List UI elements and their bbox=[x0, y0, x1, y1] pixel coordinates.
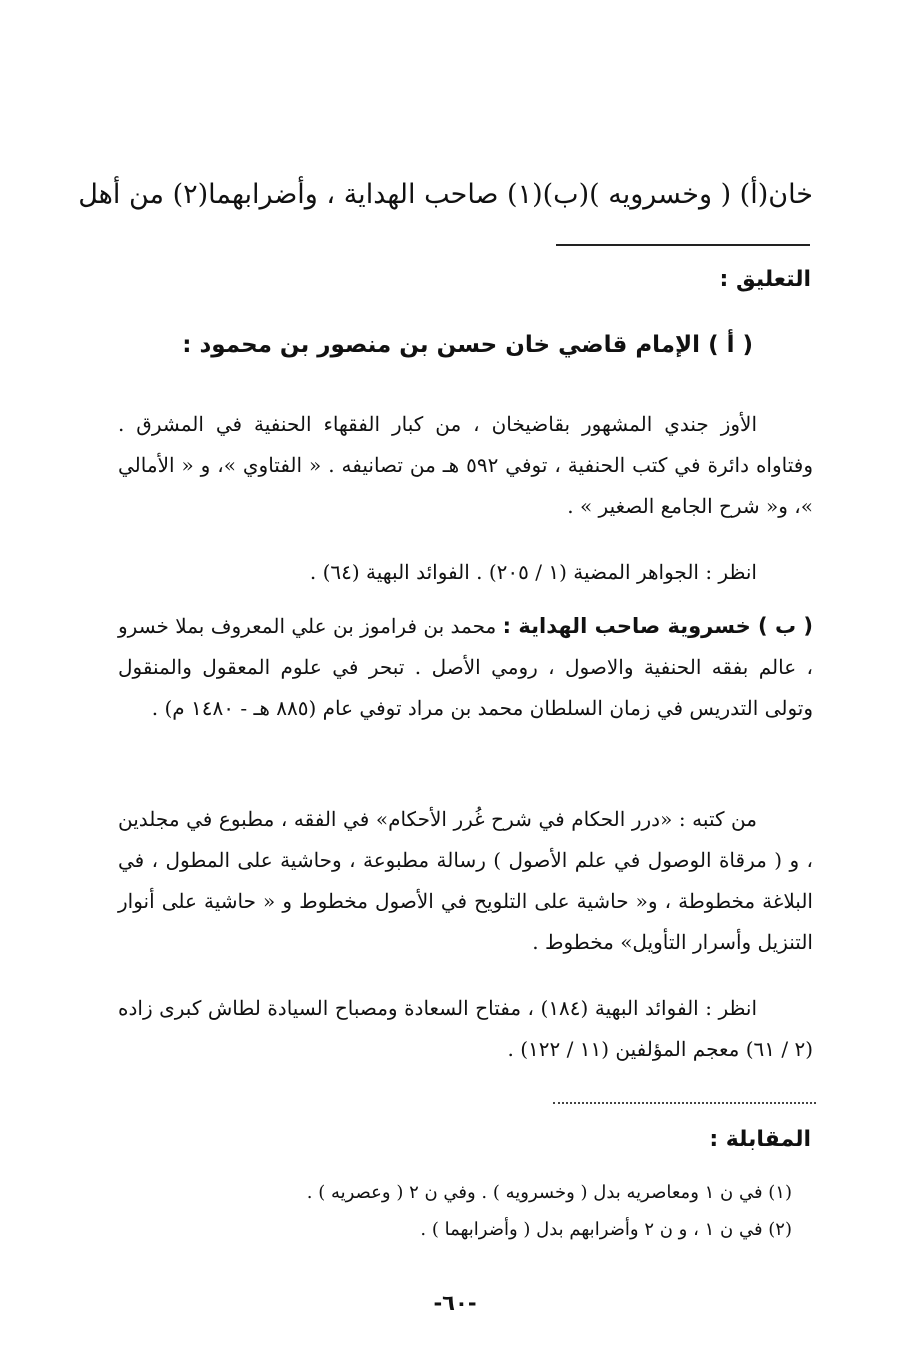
main-text-line: خان(أ) ( وخسرويه )(ب)(١) صاحب الهداية ، وأضرابهما(٢) من أهل bbox=[78, 179, 813, 210]
entry-b-works: من كتبه : «درر الحكام في شرح غُرر الأحكام» في الفقه ، مطبوع في مجلدين ، و ( مرقاة الوصول في علم الأصول ) رسالة مطبوعة ، وحاشية على المطول ، في البلاغة مخطوطة ، و« حاشية على التلويح في الأصول مخطوط و « حاشية على أنوار التنزيل وأسرار التأويل» مخطوط . bbox=[118, 807, 813, 954]
entry-b-body: محمد بن فراموز بن علي المعروف بملا خسرو ، عالم بفقه الحنفية والاصول ، رومي الأصل . تبحر في علوم المعقول والمنقول وتولى التدريس في زمان السلطان محمد بن مراد توفي عام (٨٨٥ هـ - ١٤٨٠ م) . bbox=[118, 614, 813, 720]
variant-note-1: (١) في ن ١ ومعاصريه بدل ( وخسرويه ) . وفي ن ٢ ( وعصريه ) . bbox=[306, 1182, 792, 1203]
page-number: -٦٠- bbox=[433, 1291, 477, 1315]
entry-b-references: انظر : الفوائد البهية (١٨٤) ، مفتاح السعادة ومصباح السيادة لطاش كبرى زاده (٢ / ٦١) معجم المؤلفين (١١ / ١٢٢) . bbox=[118, 996, 813, 1061]
footnote-separator bbox=[556, 244, 810, 246]
comparison-separator bbox=[553, 1102, 816, 1104]
comparison-heading: المقابلة : bbox=[709, 1127, 811, 1152]
entry-a-body: الأوز جندي المشهور بقاضيخان ، من كبار الفقهاء الحنفية في المشرق . وفتاواه دائرة في كتب الحنفية ، توفي ٥٩٢ هـ من تصانيفه . « الفتاوي »، و « الأمالي »، و« شرح الجامع الصغير » . bbox=[118, 412, 813, 518]
entry-a-heading: ( أ ) الإمام قاضي خان حسن بن منصور بن محمود : bbox=[182, 332, 753, 358]
entry-b-heading: ( ب ) خسروية صاحب الهداية : bbox=[502, 614, 814, 638]
variant-note-2: (٢) في ن ١ ، و ن ٢ وأضرابهم بدل ( وأضرابهما ) . bbox=[420, 1219, 792, 1240]
commentary-heading: التعليق : bbox=[719, 267, 811, 292]
entry-a-references: انظر : الجواهر المضية (١ / ٢٠٥) . الفوائد البهية (٦٤) . bbox=[309, 560, 757, 584]
entry-b-paragraph bbox=[118, 606, 813, 729]
